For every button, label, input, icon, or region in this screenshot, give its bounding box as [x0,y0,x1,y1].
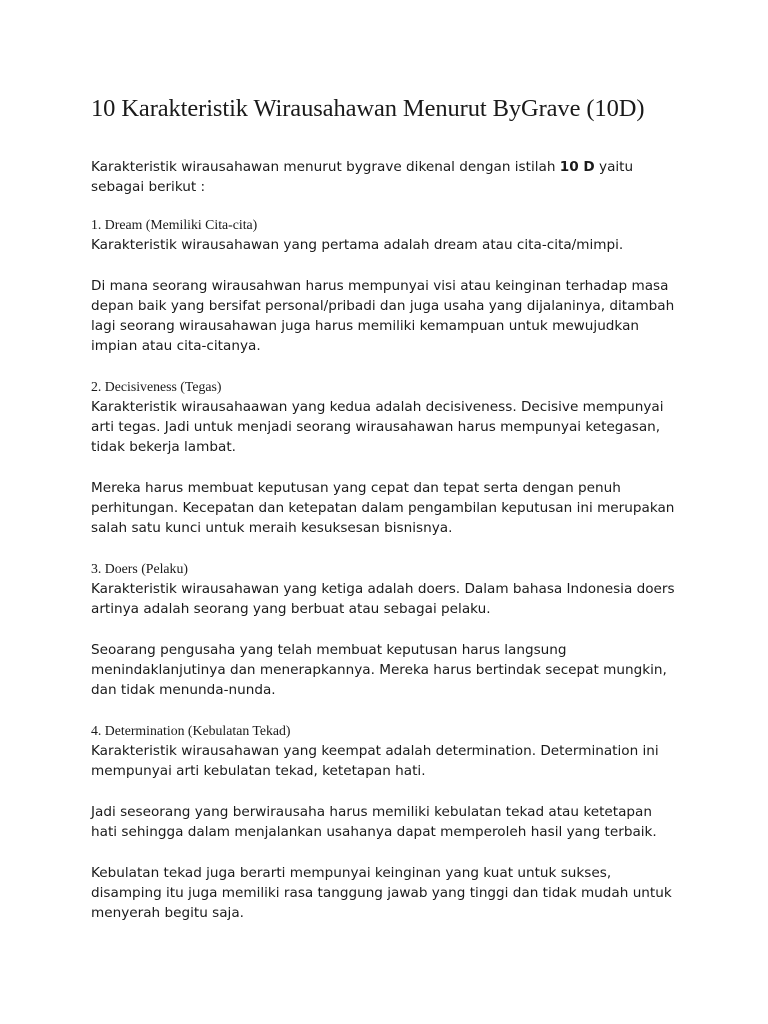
section-heading: 2. Decisiveness (Tegas) [91,379,222,394]
section-heading: 4. Determination (Kebulatan Tekad) [91,723,291,738]
section-paragraph: Karakteristik wirausahaawan yang kedua adalah decisiveness. Decisive mempunyai arti tegas. Jadi untuk menjadi seorang wirausahawan harus mempunyai ketegasan, tidak bekerja lambat. [91,399,664,455]
section-paragraph: Jadi seseorang yang berwirausaha harus memiliki kebulatan tekad atau ketetapan hati sehingga dalam menjalankan usahanya dapat memperoleh hasil yang terbaik. [91,804,657,840]
section-heading: 1. Dream (Memiliki Cita-cita) [91,217,258,232]
section-paragraph: Mereka harus membuat keputusan yang cepat dan tepat serta dengan penuh perhitungan. Kecepatan dan ketepatan dalam pengambilan keputusan ini merupakan salah satu kunci untuk meraih kesuksesan bisnisnya. [91,480,675,536]
intro-bold-term: 10 D [559,159,595,175]
section-doers [91,559,681,700]
section-determination [91,721,681,923]
intro-paragraph [91,157,681,197]
document-title: 10 Karakteristik Wirausahawan Menurut ByGrave (10D) [91,95,645,122]
intro-text-before: Karakteristik wirausahawan menurut bygrave dikenal dengan istilah [91,159,560,175]
section-heading: 3. Doers (Pelaku) [91,561,188,576]
section-dream [91,215,681,356]
section-paragraph: Karakteristik wirausahawan yang ketiga adalah doers. Dalam bahasa Indonesia doers artinya adalah seorang yang berbuat atau sebagai pelaku. [91,581,675,617]
section-paragraph: Di mana seorang wirausahwan harus mempunyai visi atau keinginan terhadap masa depan baik yang bersifat personal/pribadi dan juga usaha yang dijalaninya, ditambah lagi seorang wirausahawan juga harus memiliki kemampuan untuk mewujudkan impian atau cita-citanya. [91,278,675,354]
intro-text-after: yaitu sebagai berikut : [91,159,634,195]
section-paragraph: Kebulatan tekad juga berarti mempunyai keinginan yang kuat untuk sukses, disamping itu juga memiliki rasa tanggung jawab yang tinggi dan tidak mudah untuk menyerah begitu saja. [91,865,672,921]
section-paragraph: Karakteristik wirausahawan yang keempat adalah determination. Determination ini mempunyai arti kebulatan tekad, ketetapan hati. [91,743,659,779]
document-page [91,92,681,944]
section-paragraph: Seoarang pengusaha yang telah membuat keputusan harus langsung menindaklanjutinya dan menerapkannya. Mereka harus bertindak secepat mungkin, dan tidak menunda-nunda. [91,642,667,698]
section-paragraph: Karakteristik wirausahawan yang pertama adalah dream atau cita-cita/mimpi. [91,237,624,253]
section-decisiveness [91,377,681,538]
